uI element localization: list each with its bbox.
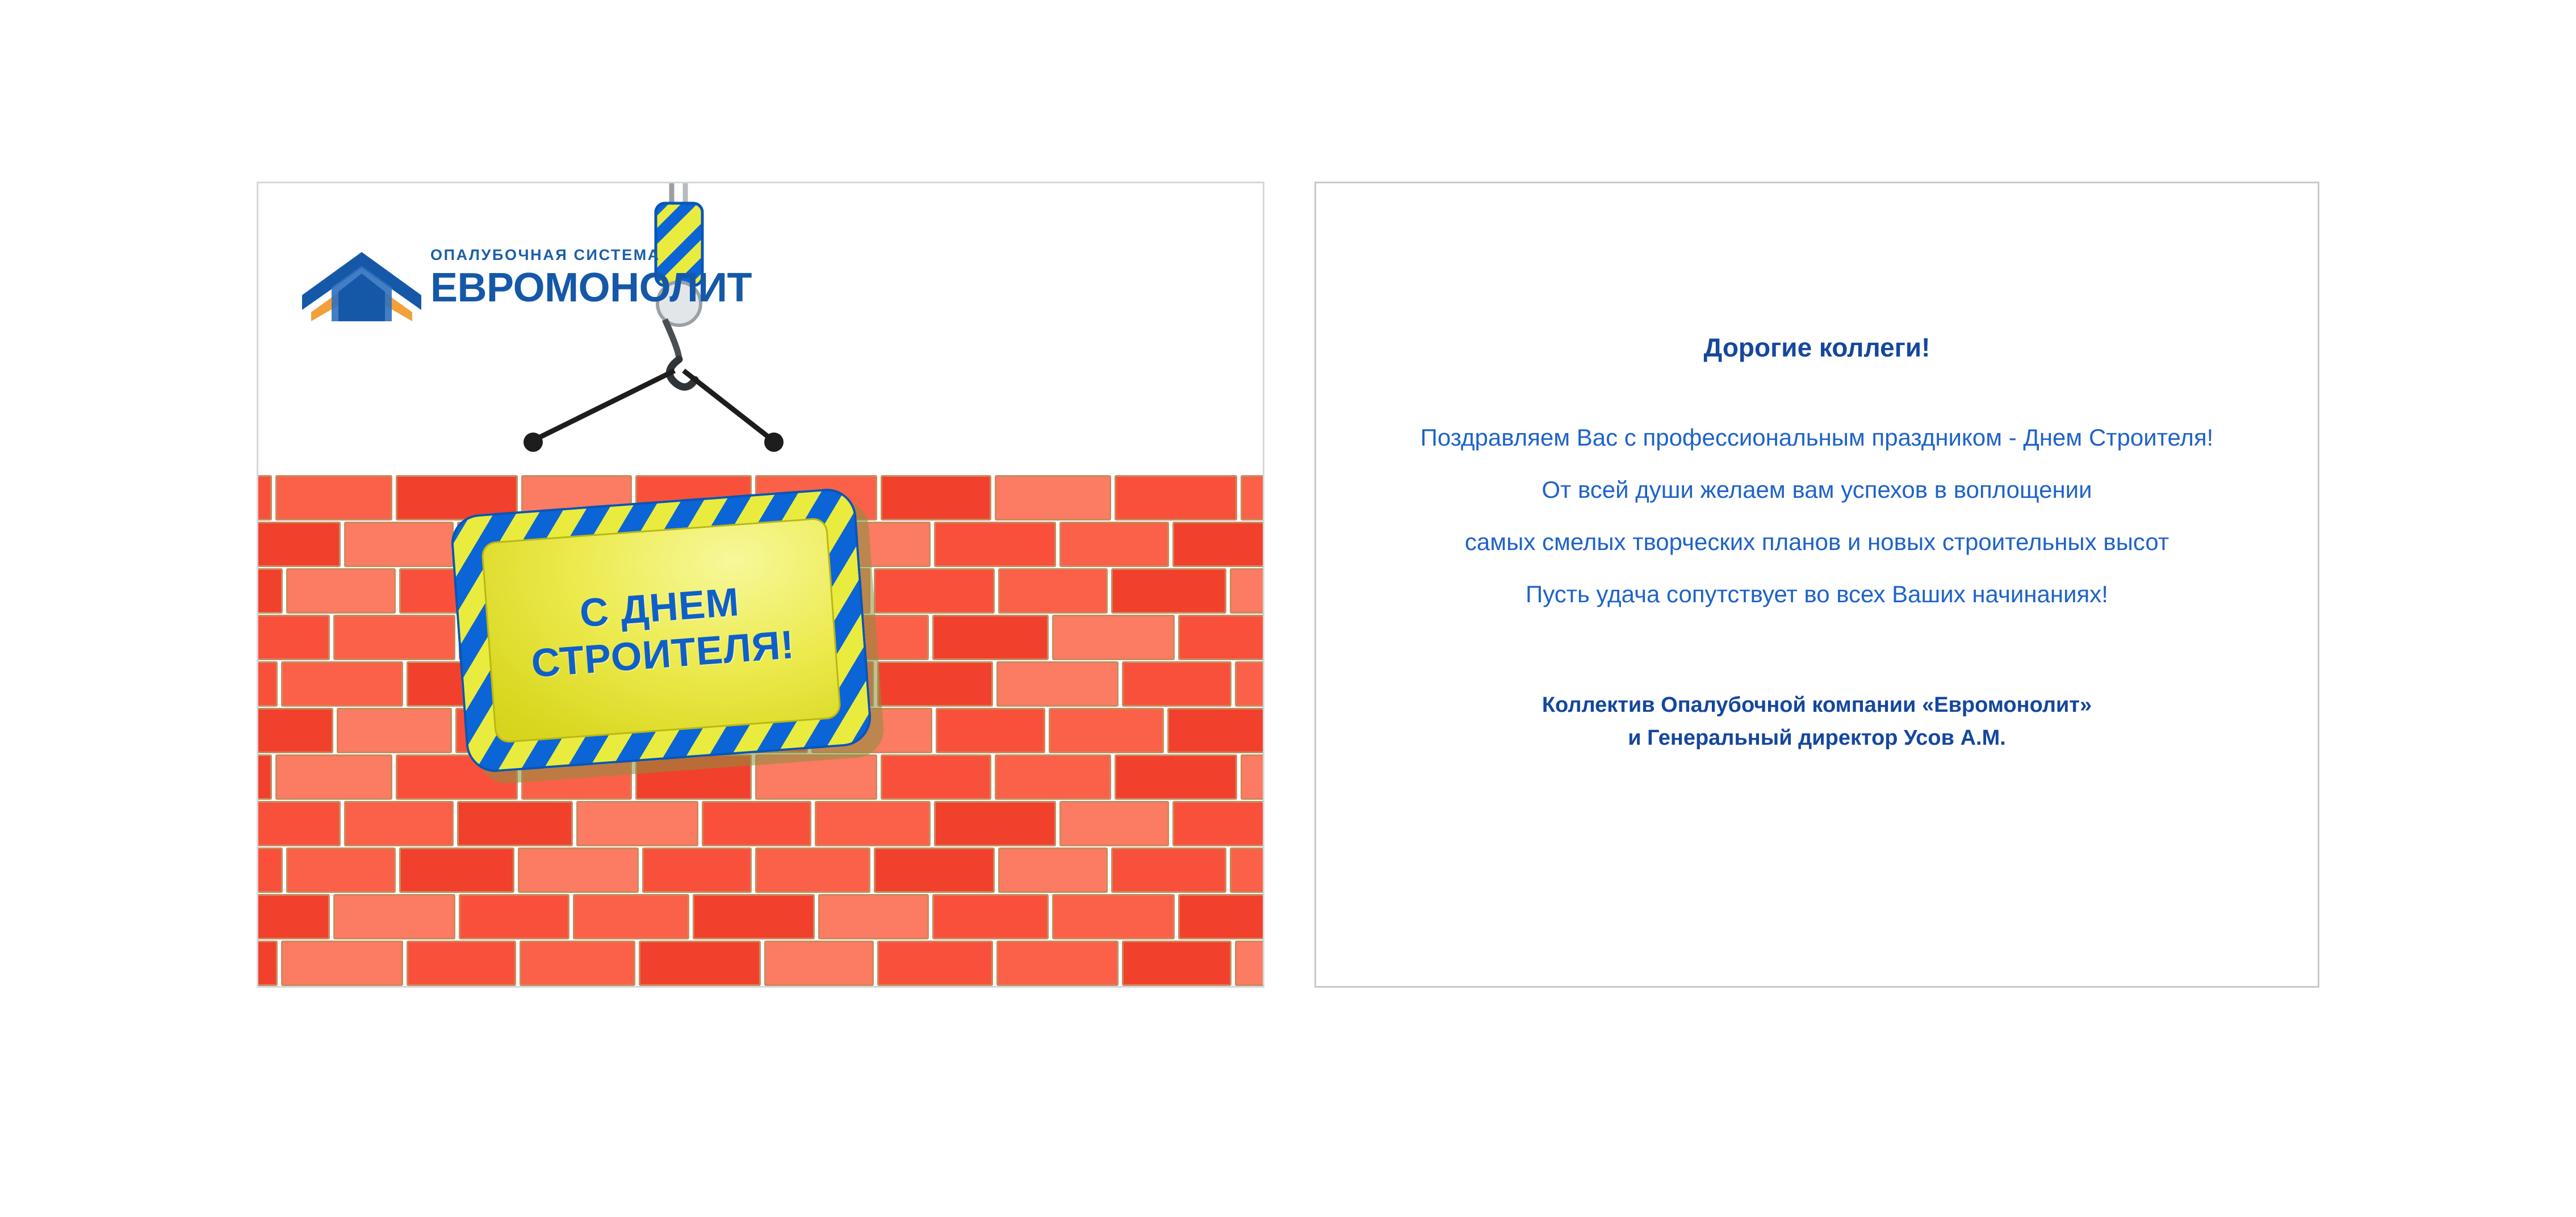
- brick: [936, 708, 1045, 753]
- brick: [1059, 801, 1169, 846]
- greeting-card: [1314, 182, 2319, 988]
- brick: [1167, 708, 1263, 753]
- brick: [337, 708, 452, 753]
- brick: [932, 894, 1049, 939]
- brick: [693, 894, 815, 939]
- brick: [874, 847, 995, 893]
- brick: [258, 708, 333, 753]
- brick-row: [258, 801, 1263, 846]
- roof-chevron-icon: [301, 249, 423, 322]
- brick: [520, 941, 635, 986]
- signature-line: Коллектив Опалубочной компании «Евромонолит»: [1542, 693, 2092, 717]
- brick-row: [258, 894, 1263, 939]
- brick: [459, 894, 569, 939]
- signature-line: и Генеральный директор Усов А.М.: [1628, 726, 2006, 750]
- brick: [258, 801, 341, 846]
- greeting-line: Пусть удача сопутствует во всех Ваших начинаниях!: [1526, 581, 2108, 607]
- brick: [281, 941, 403, 986]
- brick: [815, 801, 931, 846]
- brick: [518, 847, 639, 893]
- brick: [1122, 941, 1232, 986]
- brick: [1235, 941, 1263, 986]
- signature-block: [1316, 689, 2318, 754]
- greeting-line: От всей души желаем вам успехов в воплощении: [1542, 476, 2092, 503]
- brick: [407, 941, 516, 986]
- brick: [258, 754, 272, 800]
- greeting-line: Поздравляем Вас с профессиональным праздником - Днем Строителя!: [1420, 424, 2214, 451]
- brick: [399, 847, 514, 893]
- brick: [258, 894, 330, 939]
- brick: [764, 941, 874, 986]
- sign-plate: [481, 517, 841, 744]
- brick: [1178, 894, 1263, 939]
- brick: [995, 754, 1111, 800]
- brick: [576, 801, 698, 846]
- greeting-title: Дорогие коллеги!: [1703, 333, 1930, 362]
- greeting-line: самых смелых творческих планов и новых строительных высот: [1464, 528, 2169, 555]
- brick: [1049, 708, 1164, 753]
- brick: [996, 941, 1119, 986]
- brick: [934, 801, 1056, 846]
- brick: [818, 894, 928, 939]
- brick: [702, 801, 811, 846]
- brick: [1052, 894, 1175, 939]
- logo-tagline: ОПАЛУБОЧНАЯ СИСТЕМА: [430, 246, 660, 263]
- brick-row: [258, 847, 1263, 893]
- greeting-sign: [458, 501, 873, 768]
- brick: [333, 894, 456, 939]
- brick: [1172, 801, 1263, 846]
- sign-line-2: СТРОИТЕЛЯ!: [530, 622, 796, 686]
- brick: [275, 754, 392, 800]
- brick: [639, 941, 761, 986]
- sign-frame: [449, 486, 873, 774]
- brick: [1111, 847, 1226, 893]
- brick: [457, 801, 573, 846]
- brick: [642, 847, 752, 893]
- logo-text-block: [430, 246, 752, 310]
- brick: [755, 847, 870, 893]
- brick: [1115, 754, 1237, 800]
- brick: [877, 941, 993, 986]
- brick-row: [258, 941, 1263, 986]
- brick: [998, 847, 1108, 893]
- logo: [301, 243, 752, 328]
- brick: [344, 801, 454, 846]
- brick: [881, 754, 991, 800]
- brick: [573, 894, 689, 939]
- brick: [258, 847, 283, 893]
- brick: [258, 941, 278, 986]
- brick: [286, 847, 396, 893]
- brick: [1230, 847, 1263, 893]
- illustration-card: [257, 182, 1264, 988]
- sign-line-1: С ДНЕМ: [578, 579, 741, 635]
- logo-name: ЕВРОМОНОЛИТ: [430, 265, 752, 310]
- brick: [1241, 754, 1263, 800]
- greeting-content: [1316, 183, 2318, 754]
